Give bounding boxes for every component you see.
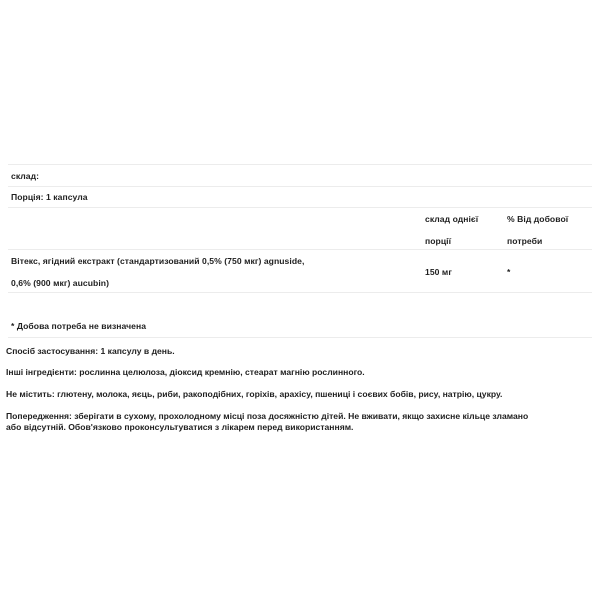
usage-instructions: Спосіб застосування: 1 капсулу в день.: [6, 346, 175, 356]
serving-size: Порція: 1 капсула: [11, 192, 88, 202]
allergen-block: [6, 389, 594, 400]
column-header-daily-value-cont: потреби: [507, 236, 543, 246]
ingredient-amount: 150 мг: [425, 267, 452, 277]
warning-text-cont: або відсутній. Обов'язково проконсультуватися з лікарем перед використанням.: [6, 422, 354, 432]
usage-info: [6, 346, 594, 357]
ingredient-daily-value: *: [507, 267, 511, 277]
divider: [8, 207, 592, 208]
divider: [8, 164, 592, 165]
ingredient-name-cont: 0,6% (900 мкг) aucubin): [11, 278, 110, 288]
allergen-free-list: Не містить: глютену, молока, яєць, риби, ракоподібних, горіхів, арахісу, пшениці і соєвих бобів, рису, натрію, цукру.: [6, 389, 503, 399]
warning-block: [6, 411, 594, 433]
divider: [8, 337, 592, 338]
footnote: * Добова потреба не визначена: [11, 321, 147, 331]
other-ingredients-block: [6, 367, 594, 378]
column-header-amount: склад однієї: [425, 214, 479, 224]
warning-text: Попередження: зберігати в сухому, прохолодному місці поза досяжністю дітей. Не вживати, якщо захисне кільце зламано: [6, 411, 529, 421]
column-header-daily-value: % Від добової: [507, 214, 569, 224]
ingredient-name: Вітекс, ягідний екстракт (стандартизований 0,5% (750 мкг) agnuside,: [11, 256, 305, 266]
facts-title: склад:: [11, 171, 40, 181]
column-header-amount-cont: порції: [425, 236, 452, 246]
divider: [8, 186, 592, 187]
divider: [8, 249, 592, 250]
other-ingredients: Інші інгредієнти: рослинна целюлоза, діоксид кремнію, стеарат магнію рослинного.: [6, 367, 365, 377]
divider: [8, 292, 592, 293]
